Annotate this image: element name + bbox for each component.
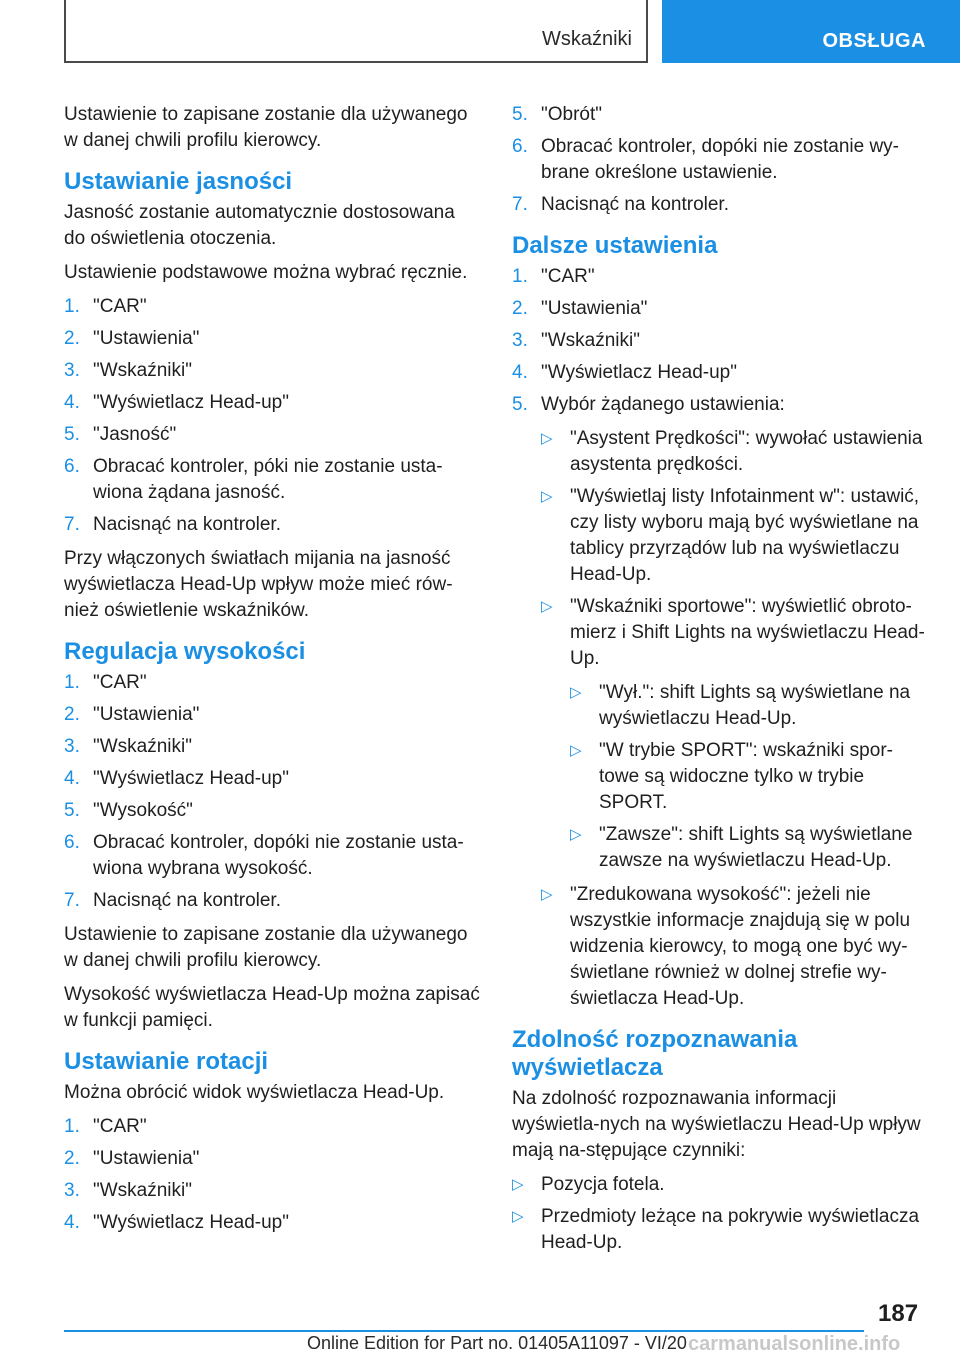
triangle-bullet-icon: ▷	[512, 1208, 524, 1225]
bullet-text: "Asystent Prędkości": wywołać ustawienia asystenta prędkości.	[570, 428, 923, 475]
bullet-text: "Wył.": shift Lights są wyświetlane na wyświetlaczu Head-Up.	[599, 682, 911, 729]
step-number: 2.	[512, 298, 528, 319]
triangle-bullet-icon: ▷	[570, 826, 582, 843]
heading-brightness: Ustawianie jasności	[64, 168, 293, 195]
triangle-bullet-icon: ▷	[570, 684, 582, 701]
step-number: 4.	[64, 392, 80, 413]
steps-list-brightness	[64, 294, 480, 538]
step-number: 5.	[512, 104, 528, 125]
header-title: Wskaźniki	[541, 28, 632, 50]
step-text: "CAR"	[93, 1116, 147, 1137]
step-text: Nacisnąć na kontroler.	[93, 890, 281, 911]
bullet-text: Pozycja fotela.	[541, 1174, 665, 1195]
steps-list-rotation-cont	[512, 102, 928, 218]
steps-list-more	[512, 264, 928, 418]
step-text: Nacisnąć na kontroler.	[541, 194, 729, 215]
list-item	[541, 426, 928, 478]
step-number: 4.	[64, 1212, 80, 1233]
list-item	[541, 484, 928, 588]
list-item	[64, 830, 480, 882]
list-item	[64, 702, 480, 728]
list-item	[64, 422, 480, 448]
list-item	[64, 798, 480, 824]
list-item	[541, 882, 928, 1012]
list-item	[512, 392, 928, 418]
step-text: Obracać kontroler, dopóki nie zostanie usta-wiona wybrana wysokość.	[93, 832, 464, 879]
step-text: "CAR"	[541, 266, 595, 287]
step-number: 7.	[64, 890, 80, 911]
step-number: 3.	[64, 360, 80, 381]
step-text: "Ustawienia"	[541, 298, 648, 319]
bullet-list-sport-options	[570, 680, 928, 874]
list-item	[512, 296, 928, 322]
step-number: 6.	[64, 456, 80, 477]
header-box	[64, 0, 648, 63]
list-item	[64, 888, 480, 914]
list-item	[64, 766, 480, 792]
bullet-list-options-2	[541, 882, 928, 1012]
step-number: 3.	[64, 736, 80, 757]
list-item	[512, 102, 928, 128]
list-item	[64, 294, 480, 320]
step-number: 1.	[64, 296, 80, 317]
step-text: "CAR"	[93, 296, 147, 317]
triangle-bullet-icon: ▷	[541, 886, 553, 903]
triangle-bullet-icon: ▷	[541, 598, 553, 615]
left-column	[64, 102, 480, 1244]
list-item	[512, 264, 928, 290]
step-number: 2.	[64, 328, 80, 349]
triangle-bullet-icon: ▷	[570, 742, 582, 759]
bullet-text: "Wskaźniki sportowe": wyświetlić obroto-mierz i Shift Lights na wyświetlaczu Head-Up.	[570, 596, 925, 669]
paragraph: Ustawienie to zapisane zostanie dla używanego w danej chwili profilu kierowcy.	[64, 104, 468, 151]
list-item	[64, 390, 480, 416]
heading-visibility: Zdolność rozpoznawania wyświetlacza	[512, 1026, 798, 1081]
list-item	[64, 454, 480, 506]
step-text: "Wyświetlacz Head-up"	[541, 362, 737, 383]
list-item	[570, 738, 928, 816]
list-item	[512, 1204, 928, 1256]
heading-rotation: Ustawianie rotacji	[64, 1048, 269, 1075]
triangle-bullet-icon: ▷	[541, 430, 553, 447]
step-number: 5.	[64, 800, 80, 821]
heading-height: Regulacja wysokości	[64, 638, 306, 665]
bullet-list-visibility	[512, 1172, 928, 1256]
list-item	[64, 734, 480, 760]
footer-edition: Online Edition for Part no. 01405A11097 - VI/20	[307, 1333, 687, 1353]
steps-list-rotation	[64, 1114, 480, 1236]
step-number: 1.	[64, 1116, 80, 1137]
step-text: "Wskaźniki"	[541, 330, 640, 351]
bullet-text: "W trybie SPORT": wskaźniki spor-towe są widoczne tylko w trybie SPORT.	[599, 740, 893, 813]
step-number: 3.	[512, 330, 528, 351]
list-item	[541, 594, 928, 672]
triangle-bullet-icon: ▷	[541, 488, 553, 505]
page-number: 187	[878, 1300, 919, 1327]
paragraph: Ustawienie podstawowe można wybrać ręcznie.	[64, 262, 468, 283]
right-column	[512, 102, 928, 1264]
paragraph: Na zdolność rozpoznawania informacji wyświetla-nych na wyświetlaczu Head-Up wpływ mają na-stępujące czynniki:	[512, 1088, 921, 1161]
step-number: 5.	[512, 394, 528, 415]
step-number: 6.	[512, 136, 528, 157]
heading-more-settings: Dalsze ustawienia	[512, 232, 718, 259]
list-item	[64, 1178, 480, 1204]
paragraph: Przy włączonych światłach mijania na jasność wyświetlacza Head-Up wpływ może mieć rów-nież oświetlenie wskaźników.	[64, 548, 453, 621]
list-item	[570, 680, 928, 732]
paragraph: Ustawienie to zapisane zostanie dla używanego w danej chwili profilu kierowcy.	[64, 924, 468, 971]
step-text: Nacisnąć na kontroler.	[93, 514, 281, 535]
list-item	[64, 512, 480, 538]
step-number: 2.	[64, 1148, 80, 1169]
step-number: 1.	[512, 266, 528, 287]
bullet-text: "Zawsze": shift Lights są wyświetlane zawsze na wyświetlaczu Head-Up.	[599, 824, 913, 871]
steps-list-height	[64, 670, 480, 914]
step-number: 6.	[64, 832, 80, 853]
list-item	[512, 328, 928, 354]
step-number: 7.	[64, 514, 80, 535]
step-text: Obracać kontroler, póki nie zostanie usta-wiona żądana jasność.	[93, 456, 443, 503]
step-text: "Wyświetlacz Head-up"	[93, 1212, 289, 1233]
step-number: 1.	[64, 672, 80, 693]
step-text: "Wyświetlacz Head-up"	[93, 768, 289, 789]
footer-watermark: carmanualsonline.info	[688, 1333, 901, 1355]
bullet-text: Przedmioty leżące na pokrywie wyświetlacza Head-Up.	[541, 1206, 920, 1253]
paragraph: Wysokość wyświetlacza Head-Up można zapisać w funkcji pamięci.	[64, 984, 480, 1031]
list-item	[512, 360, 928, 386]
step-text: "Obrót"	[541, 104, 603, 125]
list-item	[64, 670, 480, 696]
step-number: 4.	[64, 768, 80, 789]
step-text: "Wskaźniki"	[93, 736, 192, 757]
header-section-tab[interactable]: OBSŁUGA	[662, 0, 960, 63]
list-item	[64, 326, 480, 352]
step-number: 2.	[64, 704, 80, 725]
step-number: 5.	[64, 424, 80, 445]
step-text: Wybór żądanego ustawienia:	[541, 394, 785, 415]
paragraph: Jasność zostanie automatycznie dostosowana do oświetlenia otoczenia.	[64, 202, 455, 249]
step-text: "Wskaźniki"	[93, 1180, 192, 1201]
step-text: "Wskaźniki"	[93, 360, 192, 381]
list-item	[570, 822, 928, 874]
list-item	[64, 1210, 480, 1236]
step-text: Obracać kontroler, dopóki nie zostanie wy-brane określone ustawienie.	[541, 136, 900, 183]
footer-divider	[64, 1330, 864, 1332]
step-text: "Ustawienia"	[93, 1148, 200, 1169]
bullet-text: "Zredukowana wysokość": jeżeli nie wszystkie informacje znajdują się w polu widzenia kierowcy, to mogą one być wy-świetlane również w dolnej strefie wy-świetlacza Head-Up.	[570, 884, 911, 1009]
step-number: 4.	[512, 362, 528, 383]
bullet-text: "Wyświetlaj listy Infotainment w": ustawić, czy listy wyboru mają być wyświetlane na tablicy przyrządów lub na wyświetlaczu Head-Up.	[570, 486, 920, 585]
step-text: "Wyświetlacz Head-up"	[93, 392, 289, 413]
list-item	[512, 192, 928, 218]
step-text: "Ustawienia"	[93, 328, 200, 349]
bullet-list-options	[541, 426, 928, 672]
list-item	[512, 134, 928, 186]
list-item	[64, 358, 480, 384]
paragraph: Można obrócić widok wyświetlacza Head-Up.	[64, 1082, 445, 1103]
list-item	[512, 1172, 928, 1198]
step-text: "Ustawienia"	[93, 704, 200, 725]
step-number: 3.	[64, 1180, 80, 1201]
triangle-bullet-icon: ▷	[512, 1176, 524, 1193]
step-number: 7.	[512, 194, 528, 215]
step-text: "Jasność"	[93, 424, 177, 445]
list-item	[64, 1114, 480, 1140]
step-text: "CAR"	[93, 672, 147, 693]
step-text: "Wysokość"	[93, 800, 193, 821]
list-item	[64, 1146, 480, 1172]
